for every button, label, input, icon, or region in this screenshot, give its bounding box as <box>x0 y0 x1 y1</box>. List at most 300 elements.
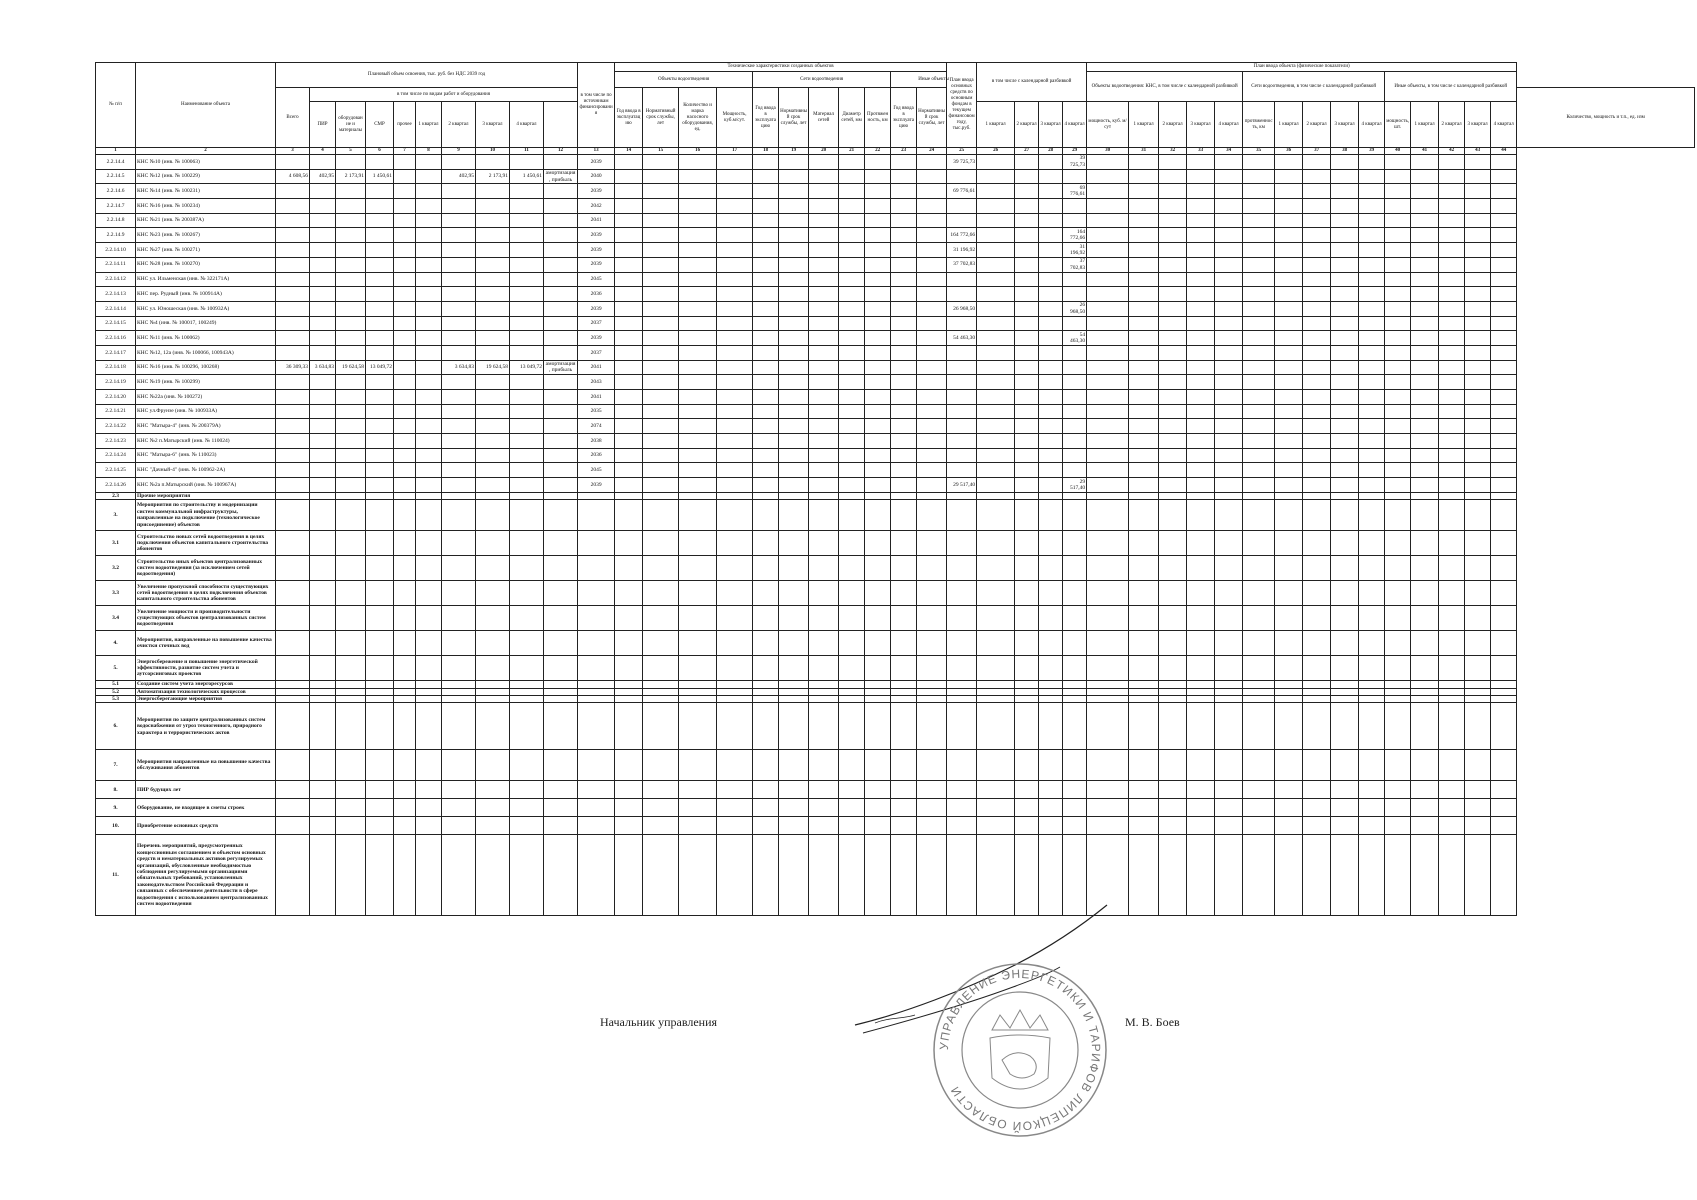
table-cell <box>1187 463 1215 478</box>
table-cell <box>544 463 578 478</box>
table-cell <box>1187 228 1215 243</box>
table-cell <box>1063 463 1087 478</box>
cell-num: 2.2.14.4 <box>96 155 136 170</box>
table-cell <box>839 688 865 695</box>
table-cell <box>1331 272 1359 287</box>
table-cell <box>442 463 476 478</box>
table-cell <box>1039 478 1063 493</box>
table-cell <box>1411 169 1439 184</box>
column-number: 41 <box>1411 148 1439 155</box>
table-cell <box>1331 606 1359 631</box>
table-cell <box>977 696 1015 703</box>
table-cell <box>416 404 442 419</box>
table-cell <box>643 781 679 799</box>
table-cell <box>891 228 917 243</box>
section-num: 3.2 <box>96 556 136 581</box>
table-cell <box>615 631 643 656</box>
table-cell <box>1411 390 1439 405</box>
table-row <box>96 243 1695 258</box>
table-cell <box>717 301 753 316</box>
table-cell <box>1129 781 1159 799</box>
table-cell <box>1087 272 1129 287</box>
table-cell <box>679 184 717 199</box>
table-cell <box>544 681 578 688</box>
cell-year: 2045 <box>578 463 615 478</box>
table-cell <box>679 463 717 478</box>
section-num: 9. <box>96 799 136 817</box>
table-cell <box>1015 243 1039 258</box>
table-cell <box>809 287 839 302</box>
table-cell <box>442 419 476 434</box>
table-cell <box>753 390 779 405</box>
table-cell <box>1465 478 1491 493</box>
section-name: Автоматизация технологических процессов <box>136 688 276 695</box>
table-cell <box>1039 301 1063 316</box>
table-cell <box>476 404 510 419</box>
table-cell <box>394 199 416 214</box>
table-cell <box>615 656 643 681</box>
table-cell <box>1159 835 1187 916</box>
table-cell <box>416 463 442 478</box>
table-cell <box>839 556 865 581</box>
table-cell <box>779 781 809 799</box>
table-cell <box>1331 556 1359 581</box>
table-cell <box>809 656 839 681</box>
table-cell <box>615 531 643 556</box>
table-cell <box>1411 345 1439 360</box>
table-cell <box>310 696 336 703</box>
table-cell <box>1039 703 1063 750</box>
table-cell <box>917 360 947 375</box>
table-cell <box>643 404 679 419</box>
table-cell <box>1359 531 1385 556</box>
table-cell <box>394 750 416 781</box>
table-cell <box>1359 272 1385 287</box>
table-cell <box>1187 492 1215 499</box>
table-cell <box>679 155 717 170</box>
table-cell <box>1087 656 1129 681</box>
header-water-objects: Объекты водоотведения <box>615 72 753 88</box>
table-cell <box>1491 631 1517 656</box>
table-cell <box>476 799 510 817</box>
table-cell <box>1187 696 1215 703</box>
table-cell <box>1411 581 1439 606</box>
table-cell <box>977 345 1015 360</box>
table-cell <box>615 448 643 463</box>
table-cell <box>679 213 717 228</box>
table-cell <box>717 781 753 799</box>
table-cell <box>947 799 977 817</box>
table-cell <box>1243 631 1275 656</box>
table-cell <box>917 390 947 405</box>
table-cell <box>891 243 917 258</box>
table-cell <box>1303 345 1331 360</box>
table-cell <box>1385 681 1411 688</box>
table-cell <box>476 696 510 703</box>
section-num: 5.3 <box>96 696 136 703</box>
table-cell <box>947 500 977 531</box>
table-cell <box>1015 581 1039 606</box>
table-cell <box>336 556 366 581</box>
table-cell <box>1491 331 1517 346</box>
table-cell <box>679 631 717 656</box>
table-cell <box>476 656 510 681</box>
table-cell <box>1491 360 1517 375</box>
table-cell <box>1331 184 1359 199</box>
table-cell <box>643 375 679 390</box>
table-row <box>96 155 1695 170</box>
table-cell <box>476 835 510 916</box>
table-cell <box>1411 688 1439 695</box>
table-cell <box>276 228 310 243</box>
table-cell <box>865 656 891 681</box>
table-cell <box>917 688 947 695</box>
table-cell <box>310 199 336 214</box>
header-wo-q4: 4 квартал <box>1215 102 1243 148</box>
table-cell <box>1243 703 1275 750</box>
table-cell <box>977 781 1015 799</box>
table-cell <box>510 478 544 493</box>
table-cell <box>1215 696 1243 703</box>
table-cell <box>1385 750 1411 781</box>
table-cell <box>1063 316 1087 331</box>
table-cell <box>947 404 977 419</box>
table-cell <box>839 631 865 656</box>
table-cell <box>1087 301 1129 316</box>
table-cell <box>310 287 336 302</box>
table-cell <box>336 835 366 916</box>
table-cell <box>753 656 779 681</box>
table-cell <box>366 331 394 346</box>
table-cell <box>1015 213 1039 228</box>
table-cell <box>947 448 977 463</box>
table-cell <box>1303 243 1331 258</box>
table-cell <box>1275 228 1303 243</box>
stamp-text: УПРАВЛЕНИЕ ЭНЕРГЕТИКИ И ТАРИФОВ ЛИПЕЦКОЙ ОБЛАСТИ <box>936 966 1104 1134</box>
table-cell <box>1439 228 1465 243</box>
table-cell <box>1491 375 1517 390</box>
table-cell <box>1215 272 1243 287</box>
table-cell <box>1039 419 1063 434</box>
header-water-objects-cal: Объекты водоотведения: КНС, в том числе с календарной разбивкой <box>1087 72 1243 102</box>
table-cell <box>1215 404 1243 419</box>
table-cell <box>679 606 717 631</box>
cell-num: 2.2.14.22 <box>96 419 136 434</box>
header-oth-q3: 3 квартал <box>1465 102 1491 148</box>
section-name: ПИР будущих лет <box>136 781 276 799</box>
table-cell <box>366 631 394 656</box>
table-cell <box>1439 360 1465 375</box>
table-cell <box>442 184 476 199</box>
table-cell <box>476 257 510 272</box>
table-cell <box>917 155 947 170</box>
table-row <box>96 478 1695 493</box>
table-cell <box>1039 155 1063 170</box>
table-cell <box>977 478 1015 493</box>
table-cell <box>1063 631 1087 656</box>
table-cell <box>809 531 839 556</box>
table-cell <box>310 463 336 478</box>
table-cell <box>1015 316 1039 331</box>
table-cell <box>336 703 366 750</box>
table-cell <box>1159 681 1187 688</box>
table-cell <box>1063 199 1087 214</box>
table-cell <box>977 419 1015 434</box>
table-cell <box>1015 287 1039 302</box>
table-cell <box>1063 492 1087 499</box>
table-cell <box>1359 360 1385 375</box>
table-cell <box>1129 243 1159 258</box>
table-cell <box>1385 331 1411 346</box>
table-cell <box>276 835 310 916</box>
table-cell <box>977 228 1015 243</box>
table-cell <box>1465 287 1491 302</box>
table-cell <box>753 606 779 631</box>
table-cell <box>1359 606 1385 631</box>
table-cell <box>1159 243 1187 258</box>
table-cell <box>1491 478 1517 493</box>
table-cell <box>1303 817 1331 835</box>
table-cell <box>1465 375 1491 390</box>
header-oth-q4: 4 квартал <box>1491 102 1517 148</box>
table-cell <box>1411 199 1439 214</box>
table-cell <box>865 243 891 258</box>
table-cell <box>394 835 416 916</box>
table-cell <box>891 799 917 817</box>
table-cell <box>1039 316 1063 331</box>
table-cell <box>1187 835 1215 916</box>
table-cell <box>510 448 544 463</box>
table-cell <box>779 581 809 606</box>
column-number: 3 <box>276 148 310 155</box>
table-cell <box>336 781 366 799</box>
table-cell <box>1159 331 1187 346</box>
table-cell <box>917 257 947 272</box>
table-cell <box>1129 656 1159 681</box>
table-cell <box>1275 500 1303 531</box>
table-cell <box>1411 184 1439 199</box>
table-cell <box>1491 228 1517 243</box>
table-cell <box>1063 500 1087 531</box>
column-number-row <box>96 148 1695 155</box>
table-cell <box>510 581 544 606</box>
table-cell <box>476 155 510 170</box>
table-cell <box>1015 331 1039 346</box>
table-cell <box>1491 272 1517 287</box>
table-cell <box>366 556 394 581</box>
table-cell <box>366 835 394 916</box>
table-row <box>96 419 1695 434</box>
table-cell <box>1331 478 1359 493</box>
table-cell <box>544 257 578 272</box>
table-cell <box>366 750 394 781</box>
table-cell <box>809 703 839 750</box>
table-cell <box>578 835 615 916</box>
table-cell <box>394 606 416 631</box>
table-cell <box>717 316 753 331</box>
table-cell <box>366 419 394 434</box>
table-cell <box>977 799 1015 817</box>
table-cell <box>1359 581 1385 606</box>
table-cell <box>753 799 779 817</box>
table-cell <box>643 817 679 835</box>
section-num: 10. <box>96 817 136 835</box>
table-cell <box>615 360 643 375</box>
table-cell <box>394 419 416 434</box>
table-cell <box>977 272 1015 287</box>
table-cell <box>891 155 917 170</box>
table-cell <box>510 155 544 170</box>
column-number: 15 <box>643 148 679 155</box>
table-cell <box>1015 404 1039 419</box>
table-cell <box>1015 606 1039 631</box>
table-cell <box>643 656 679 681</box>
table-cell <box>643 750 679 781</box>
table-cell <box>1039 781 1063 799</box>
table-cell <box>1465 155 1491 170</box>
table-cell <box>717 345 753 360</box>
table-cell <box>336 799 366 817</box>
header-col-oth-year: Год ввода в эксплуатацию <box>891 88 917 148</box>
table-cell <box>615 316 643 331</box>
table-cell <box>891 257 917 272</box>
table-cell <box>1063 681 1087 688</box>
table-cell <box>310 331 336 346</box>
column-number: 37 <box>1303 148 1331 155</box>
cell-year: 2039 <box>578 331 615 346</box>
table-cell <box>1039 257 1063 272</box>
table-cell <box>1039 750 1063 781</box>
table-cell <box>643 331 679 346</box>
table-cell <box>276 681 310 688</box>
table-cell <box>1159 703 1187 750</box>
table-cell <box>276 404 310 419</box>
table-cell <box>1303 360 1331 375</box>
table-cell <box>1063 419 1087 434</box>
table-cell <box>1465 272 1491 287</box>
table-cell <box>717 463 753 478</box>
table-cell <box>1215 556 1243 581</box>
table-cell <box>510 531 544 556</box>
cell-equip: 2 173,91 <box>336 169 366 184</box>
table-cell <box>1439 199 1465 214</box>
table-cell <box>276 448 310 463</box>
table-cell <box>1063 169 1087 184</box>
table-cell <box>276 419 310 434</box>
table-cell <box>544 688 578 695</box>
table-cell <box>578 631 615 656</box>
table-cell <box>753 681 779 688</box>
table-cell <box>1159 169 1187 184</box>
table-cell <box>510 243 544 258</box>
table-cell <box>891 681 917 688</box>
header-col-net-diameter: Диаметр сетей, мм <box>839 88 865 148</box>
table-cell <box>416 750 442 781</box>
table-cell <box>779 375 809 390</box>
table-cell <box>510 606 544 631</box>
table-cell <box>1039 492 1063 499</box>
table-cell <box>891 656 917 681</box>
column-number: 4 <box>310 148 336 155</box>
table-cell <box>1063 375 1087 390</box>
table-cell <box>476 631 510 656</box>
header-plan-volume: Плановый объем освоения, тыс. руб. без НДС 2039 год <box>276 63 578 88</box>
table-cell <box>717 228 753 243</box>
table-cell <box>1039 375 1063 390</box>
table-cell <box>865 345 891 360</box>
table-cell <box>1331 301 1359 316</box>
table-cell <box>1465 243 1491 258</box>
table-cell <box>310 799 336 817</box>
table-cell <box>366 272 394 287</box>
table-cell <box>336 301 366 316</box>
table-cell <box>1275 696 1303 703</box>
table-cell <box>276 316 310 331</box>
table-cell <box>1015 492 1039 499</box>
table-cell <box>366 404 394 419</box>
table-cell <box>1465 696 1491 703</box>
header-oth-q2: 2 квартал <box>1439 102 1465 148</box>
table-cell <box>1303 169 1331 184</box>
table-cell <box>615 331 643 346</box>
table-cell <box>779 703 809 750</box>
table-cell <box>1187 390 1215 405</box>
table-cell <box>1087 199 1129 214</box>
table-cell <box>416 345 442 360</box>
table-cell <box>779 243 809 258</box>
table-cell <box>1087 817 1129 835</box>
table-cell <box>310 835 336 916</box>
table-cell <box>717 434 753 449</box>
table-cell <box>1385 419 1411 434</box>
table-cell <box>1087 556 1129 581</box>
cell-num: 2.2.14.21 <box>96 404 136 419</box>
table-cell <box>1129 434 1159 449</box>
table-cell <box>1063 213 1087 228</box>
table-cell <box>947 316 977 331</box>
table-cell <box>615 287 643 302</box>
table-cell <box>865 448 891 463</box>
table-cell <box>779 817 809 835</box>
table-cell <box>947 375 977 390</box>
table-cell <box>1087 213 1129 228</box>
cell-name: КНС №16 (инв. № 100296, 100268) <box>136 360 276 375</box>
table-cell <box>416 419 442 434</box>
table-cell <box>1439 835 1465 916</box>
table-cell <box>544 331 578 346</box>
table-cell <box>1159 656 1187 681</box>
table-cell <box>1039 404 1063 419</box>
table-cell <box>753 257 779 272</box>
table-cell <box>1159 316 1187 331</box>
table-cell <box>1187 434 1215 449</box>
table-cell <box>394 184 416 199</box>
table-cell <box>442 448 476 463</box>
table-cell <box>366 656 394 681</box>
table-cell <box>1087 228 1129 243</box>
table-cell <box>1087 243 1129 258</box>
table-cell <box>1491 155 1517 170</box>
table-cell <box>865 492 891 499</box>
table-cell <box>1411 656 1439 681</box>
table-cell <box>1187 184 1215 199</box>
table-cell <box>809 199 839 214</box>
table-cell <box>276 656 310 681</box>
table-cell <box>1359 463 1385 478</box>
table-cell <box>1465 606 1491 631</box>
table-cell <box>615 556 643 581</box>
table-cell <box>510 500 544 531</box>
